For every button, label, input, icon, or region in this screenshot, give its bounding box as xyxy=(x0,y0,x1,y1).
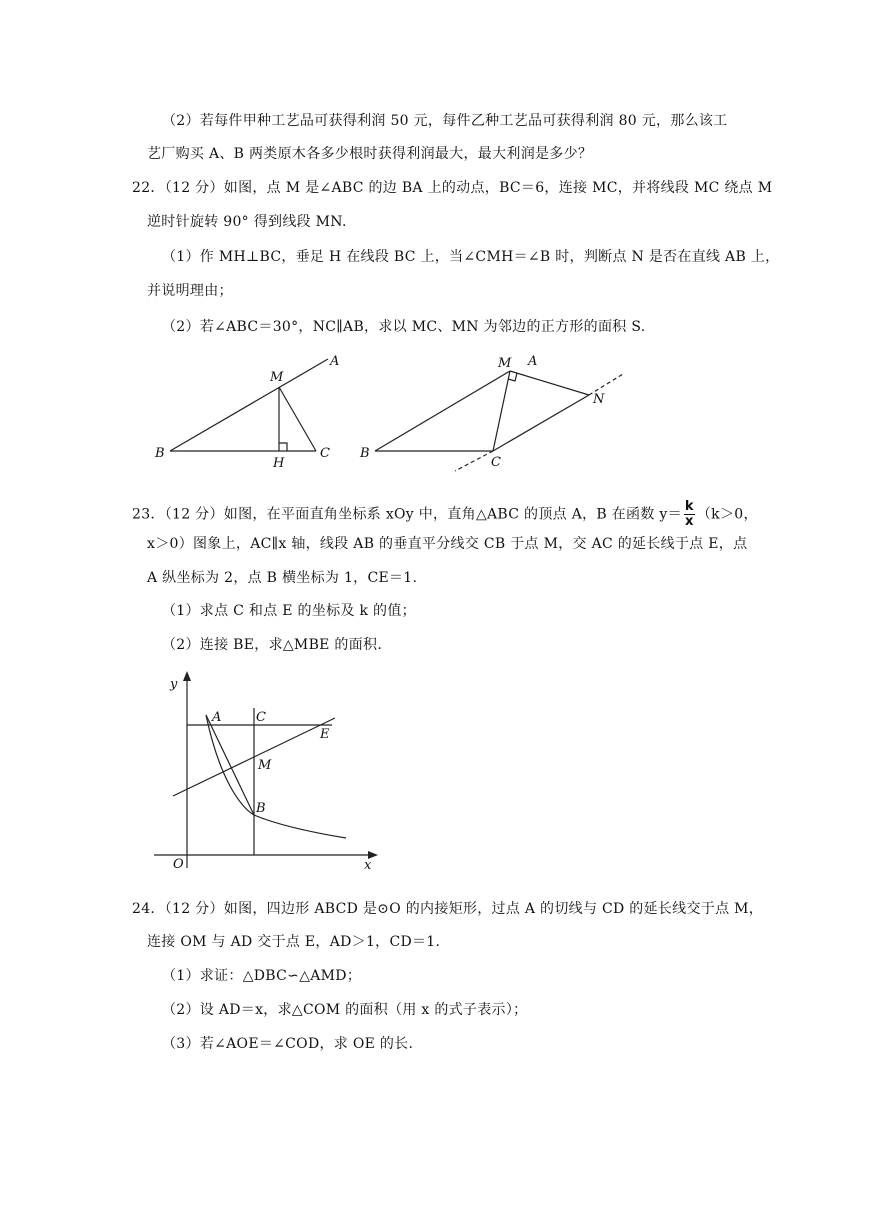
q23-stem-text: 23．（12 分）如图，在平面直角坐标系 xOy 中，直角△ABC 的顶点 A，B 在函数 y＝ xyxy=(132,506,682,523)
q22-part2: （2）若∠ABC＝30°，NC∥AB，求以 MC、MN 为邻边的正方形的面积 S. xyxy=(162,319,646,335)
q23-stem-condition: （k＞0， xyxy=(696,506,758,523)
fig3-label-b: B xyxy=(256,801,266,816)
q23-part2: （2）连接 BE，求△MBE 的面积. xyxy=(162,637,383,653)
fig1-label-a: A xyxy=(330,354,340,369)
fig2-label-m: M xyxy=(498,356,512,371)
fig1-label-m: M xyxy=(270,370,284,385)
fig3-label-m: M xyxy=(258,758,272,773)
q21-part2-line2: 艺厂购买 A、B 两类原木各多少根时获得利润最大，最大利润是多少？ xyxy=(147,146,593,162)
q24-part1: （1）求证：△DBC∽△AMD； xyxy=(162,968,362,984)
fraction-denominator: x xyxy=(685,514,694,529)
y-axis-arrow xyxy=(183,671,191,681)
q23-part1: （1）求点 C 和点 E 的坐标及 k 的值； xyxy=(162,603,416,619)
fig3-label-o: O xyxy=(173,857,184,872)
fig1-label-b: B xyxy=(155,446,165,461)
fraction-k-over-x xyxy=(684,500,695,529)
q24-part3: （3）若∠AOE＝∠COD，求 OE 的长. xyxy=(162,1036,414,1052)
q22-stem-line1: 22．（12 分）如图，点 M 是∠ABC 的边 BA 上的动点，BC＝6，连接 MC，并将线段 MC 绕点 M xyxy=(132,180,773,196)
fig3-label-x: x xyxy=(364,858,372,873)
q22-part1-line1: （1）作 MH⊥BC，垂足 H 在线段 BC 上，当∠CMH＝∠B 时，判断点 N 是否在直线 AB 上， xyxy=(162,249,780,265)
q22-figure-right xyxy=(355,345,635,475)
fig1-label-c: C xyxy=(320,446,330,461)
q23-stem-line1 xyxy=(132,500,758,529)
q24-stem-line2: 连接 OM 与 AD 交于点 E，AD＞1，CD＝1. xyxy=(147,934,441,950)
q22-stem-line2: 逆时针旋转 90° 得到线段 MN. xyxy=(147,214,347,230)
fraction-numerator: k xyxy=(684,499,694,514)
fig2-label-a: A xyxy=(528,354,538,369)
fig3-label-a: A xyxy=(212,710,222,725)
q22-figure-left xyxy=(150,345,350,475)
fig3-label-e: E xyxy=(320,727,330,742)
q22-part1-line2: 并说明理由； xyxy=(147,283,233,299)
fig2-label-b: B xyxy=(360,446,370,461)
fig2-label-n: N xyxy=(593,392,605,407)
q24-part2: （2）设 AD＝x，求△COM 的面积（用 x 的式子表示）； xyxy=(162,1002,528,1018)
q21-part2-line1: （2）若每件甲种工艺品可获得利润 50 元，每件乙种工艺品可获得利润 80 元，那么该工 xyxy=(162,113,728,129)
q23-stem-line2: x＞0）图象上，AC∥x 轴，线段 AB 的垂直平分线交 CB 于点 M，交 AC 的延长线于点 E，点 xyxy=(147,536,748,552)
q24-stem-line1: 24．（12 分）如图，四边形 ABCD 是⊙O 的内接矩形，过点 A 的切线与 CD 的延长线交于点 M， xyxy=(132,901,764,917)
fig3-label-y: y xyxy=(170,677,178,692)
fig2-label-c: C xyxy=(491,455,501,470)
q23-stem-line3: A 纵坐标为 2，点 B 横坐标为 1，CE＝1. xyxy=(147,570,418,586)
fig1-label-h: H xyxy=(273,456,285,471)
q23-figure xyxy=(150,668,390,878)
fig3-label-c: C xyxy=(256,710,266,725)
